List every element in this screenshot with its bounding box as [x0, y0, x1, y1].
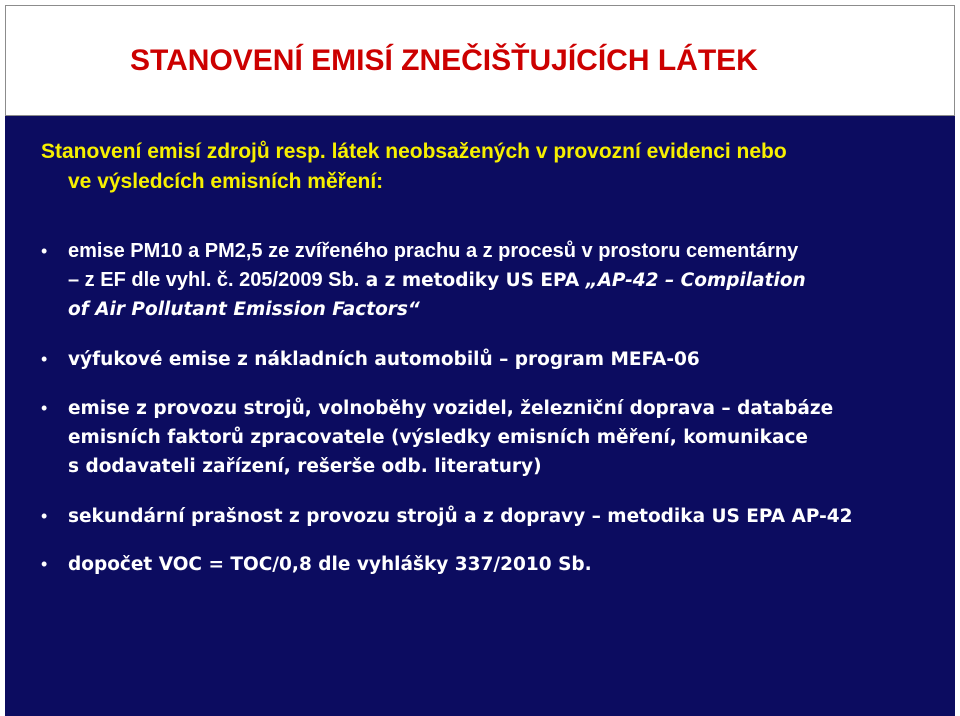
- slide-title: STANOVENÍ EMISÍ ZNEČIŠŤUJÍCÍCH LÁTEK: [130, 44, 758, 77]
- bullet-text: [68, 237, 938, 324]
- bullet-line: s dodavateli zařízení, rešerše odb. literatury): [68, 456, 542, 477]
- bullet-line: výfukové emise z nákladních automobilů – program MEFA-06: [68, 349, 700, 370]
- intro-text: [41, 137, 941, 197]
- bullet-text: [68, 502, 938, 531]
- bullet-line: [68, 266, 938, 295]
- bullet-line-prefix: – z EF dle vyhl. č. 205/2009 Sb.: [68, 269, 360, 291]
- bullet-line: emisních faktorů zpracovatele (výsledky emisních měření, komunikace: [68, 427, 808, 448]
- bullet-text: [68, 550, 938, 579]
- bullet-marker: •: [41, 398, 48, 418]
- intro-line-1: Stanovení emisí zdrojů resp. látek neobsažených v provozní evidenci nebo: [41, 140, 787, 163]
- bullet-line: dopočet VOC = TOC/0,8 dle vyhlášky 337/2010 Sb.: [68, 554, 592, 575]
- bullet-line-italic: „AP-42 – Compilation: [585, 270, 806, 291]
- bullet-text: [68, 394, 938, 481]
- bullet-marker: •: [41, 554, 48, 574]
- bullet-text: [68, 345, 938, 374]
- bullet-marker: •: [41, 506, 48, 526]
- bullet-line: sekundární prašnost z provozu strojů a z dopravy – metodika US EPA AP-42: [68, 506, 853, 527]
- bullet-line: emise z provozu strojů, volnoběhy vozidel, železniční doprava – databáze: [68, 398, 834, 419]
- intro-line-2: ve výsledcích emisních měření:: [68, 170, 384, 193]
- bullet-line: of Air Pollutant Emission Factors“: [68, 299, 420, 320]
- bullet-marker: •: [41, 349, 48, 369]
- bullet-line: emise PM10 a PM2,5 ze zvířeného prachu a z procesů v prostoru cementárny: [68, 240, 799, 262]
- bullet-marker: •: [41, 241, 48, 261]
- bullet-line-mid: a z metodiky US EPA: [359, 270, 586, 291]
